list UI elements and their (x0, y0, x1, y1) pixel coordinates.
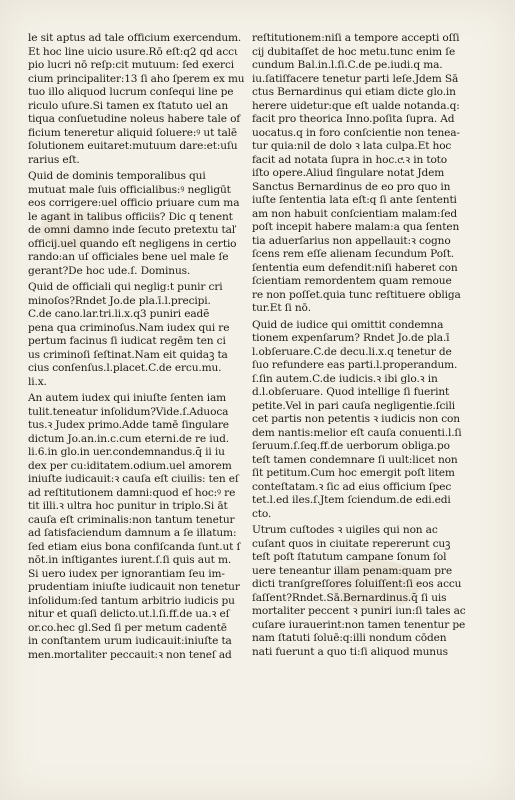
text-line: iu.ſatiſfacere tenetur parti leſe.Jdem Sā (252, 72, 459, 85)
text-line: tur quia:nil de dolo ꝛ lata culpa.Et hoc (252, 140, 452, 152)
text-line: nam ſtatuti ſoluē:q:illi nondum cōden (252, 632, 447, 644)
text-line: dictum Jo.an.in.c.cum eterni.de re iud. (28, 432, 230, 445)
text-line: Et hoc line uicio usure.Rō eſt:q2 qd accι (28, 45, 238, 58)
text-line: ſeruum.ſ.ſeq.ff.de uerborum obliga.po (252, 440, 450, 452)
text-line: petite.Vel in pari cauſa negligentie.ſcili (252, 399, 455, 412)
text-line: cet partis non petentis ꝛ iudicis non con (252, 413, 460, 425)
text-line: ſit petitum.Cum hoc emergit poſt litem (252, 467, 455, 479)
text-line: Sanctus Bernardinus de eo pro quo in (252, 180, 451, 193)
text-line: prudentiam iniuſte iudicauit non tenetur (28, 581, 240, 593)
text-line: uere teneantur illam penam:quam pre (252, 564, 452, 577)
text-line: facit pro theorica Inno.poſita ſupra. Ad (252, 113, 455, 125)
text-line: iniuſte iudicauit:ꝛ cauſa eſt ciuilis: ten eſ (28, 473, 239, 485)
text-line: facit ad notata ſupra in hoc.cͣ.ꝛ in toto (252, 153, 448, 166)
text-line: dicti tranſgreſſores ſoluiſſent:ſi eos accu (252, 578, 462, 590)
text-line: Quid de dominis temporalibus qui (28, 170, 206, 182)
text-line: Quid de iudice qui omittit condemna (252, 318, 444, 331)
text-line: ſententia eum defendit:niſi haberet con (252, 261, 458, 274)
text-line: rando:an uſ officiales bene uel male ſe (28, 251, 229, 263)
text-line: cto. (252, 507, 272, 520)
text-line: ctus Bernardinus qui etiam dicte glo.in (252, 86, 456, 98)
text-line: officij.uel quando eſt negligens in certio (28, 237, 237, 250)
text-line: conteſtatam.ꝛ ſic ad eius officium ſpec (252, 480, 452, 493)
text-line: tet.l.ed iles.ſ.Jtem ſciendum.de edi.edi (252, 494, 451, 506)
text-line: cij dubitaſſet de hoc metu.tunc enim ſe (252, 45, 456, 58)
text-line: Quid de officiali qui neglig:t punir cri (28, 281, 223, 293)
text-line: tulit.teneatur inſolidum?Vide.ſ.Aduoca (28, 405, 229, 418)
text-line: poſt incepit habere malam:a qua ſenten (252, 221, 460, 233)
text-line: us criminoſi ſeſtinat.Nam eit quidaꝫ ta (28, 348, 228, 361)
text-line: de omni damno inde ſecuto pretextu taľ (28, 224, 236, 236)
text-line: dem nantis:melior eſt cauſa conuenti.l.ſi (252, 426, 462, 439)
text-line: ſcientiam remordentem quam remoue (252, 275, 452, 287)
text-line: cium principaliter:13 ſi aho ſperem ex mu (28, 72, 244, 85)
text-line: ſolutionem euitaret:mutuum dare:et:uſu (28, 140, 238, 152)
text-line: uocatus.q in foro conſcientie non tenea- (252, 126, 460, 139)
text-line: tit illi.ꝛ ultra hoc punitur in triplo.Si āt (28, 500, 228, 512)
text-line: teſt tamen condemnare ſi uult:licet non (252, 453, 458, 466)
left-text-column (28, 32, 244, 662)
text-line: cuſare iurauerint:non tamen tenentur pe (252, 618, 466, 631)
text-line: ſed etiam eius bona confiſcanda ſunt.ut ſ (28, 540, 241, 553)
text-line: reſtitutionem:niſi a tempore accepti oſſi (252, 32, 460, 44)
text-line: An autem iudex qui iniuſte ſenten iam (28, 392, 227, 404)
text-line: ſuo refundere eas parti.l.properandum. (252, 359, 458, 371)
text-line: men.mortaliter peccauit:ꝛ non teneſ ad (28, 648, 232, 661)
text-line: iuſte ſententia lata eſt:q ſi ante ſententi (252, 194, 457, 206)
text-line: C.de cano.lar.tri.li.x.q3 puniri eadẽ (28, 308, 210, 320)
text-line: dex per cu:iditatem.odium.uel amorem (28, 459, 232, 472)
text-line: rarius eſt. (28, 153, 80, 166)
text-line: cauſa eſt criminalis:non tantum tenetur (28, 513, 235, 526)
text-line: ſaſſent?Rndet.Sā.Bernardinus.q̄ ſi uis (252, 591, 447, 604)
text-line: tuo illo aliquod lucrum conſequi line pe (28, 86, 234, 98)
text-line: or.co.hec gl.Sed ſi per metum cadentē (28, 621, 227, 634)
text-line: nōt.in inſtigantes iurent.ſ.ſi quis aut m. (28, 554, 232, 566)
text-line: pertum facinus ſi iudicat regēm ten ci (28, 335, 226, 347)
text-line: tionem expenſarum? Rndet Jo.de pla.ī (252, 332, 450, 344)
text-line: cuſant quos in ciuitate repererunt cuꝫ (252, 537, 451, 550)
text-line: eos corrigere:uel officio priuare cum ma (28, 197, 240, 209)
text-line: cundum Bal.in.l.ſi.C.de pe.iudi.q ma. (252, 59, 443, 71)
text-line: am non habuit conſcientiam malam:ſed (252, 207, 457, 220)
text-line: minoſos?Rndet Jo.de pla.ī.l.precipi. (28, 294, 211, 307)
text-line: tus.ꝛ Judex primo.Adde tamē ſingulare (28, 419, 229, 431)
text-line: tia aduerſarius non appellauit:ꝛ cogno (252, 234, 451, 247)
right-text-column (252, 32, 468, 659)
text-line: herere uidetur:que eſt ualde notanda.q: (252, 99, 460, 112)
text-line: gerant?De hoc ude.ſ. Dominus. (28, 264, 191, 277)
text-line: cius conſenſus.l.placet.C.de ercu.mu. (28, 362, 222, 374)
text-line: tur.Et ſi nō. (252, 302, 311, 314)
text-line: mutuat male ſuis officialibus:ꝰ negligūt (28, 183, 231, 196)
text-line: Utrum cuſtodes ꝛ uigiles qui non ac (252, 524, 438, 536)
text-line: l.obſeruare.C.de decu.li.x.q tenetur de (252, 345, 452, 358)
text-line: mortaliter peccent ꝛ puniri iun:ſi tales ac (252, 605, 466, 617)
text-line: pio lucri nō reſp:cit mutuum: ſed exerci (28, 59, 234, 71)
text-line: li.x. (28, 375, 47, 388)
text-line: riculo uſure.Si tamen ex ſtatuto uel an (28, 99, 229, 112)
text-line: iſto opere.Aliud ſingulare notat Jdem (252, 167, 445, 179)
text-line: Si uero iudex per ignorantiam ſeu im- (28, 567, 225, 580)
text-line: teſt poſt ſtatutum campane ſonum ſol (252, 551, 447, 563)
text-line: ſ.ſin autem.C.de iudicis.ꝛ ibi glo.ꝛ in (252, 372, 438, 385)
text-line: nati fuerunt a quo ti:ſi aliquod munus (252, 645, 448, 658)
text-line: li.6.in glo.in uer.condemnandus.q̄ ii iu (28, 446, 225, 458)
text-line: ad ſatisfaciendum damnum a ſe illatum: (28, 527, 237, 539)
text-line: ficium teneretur aliquid ſoluere:ꝰ ut talē (28, 126, 238, 139)
text-line: le agant in talibus officiis? Dic q tenent (28, 210, 233, 223)
text-line: le sit aptus ad tale officium exercendum. (28, 32, 242, 44)
text-line: ſcens rem eſſe alienam ſecundum Poſt. (252, 248, 455, 260)
text-line: re non poſſet.quia tunc reſtituere obliga (252, 288, 461, 301)
text-line: nitur et quaſi delicto.ut.l.ſi.ff.de ua.ꝛ eſ (28, 608, 230, 620)
text-line: inſolidum:ſed tantum arbitrio iudicis pu (28, 594, 235, 607)
text-line: in conſtantem urum iudicauit:iniuſte ta (28, 635, 232, 647)
text-line: ad reſtitutionem damni:quod eſ hoc:ꝰ re (28, 486, 236, 499)
text-line: d.l.obſeruare. Quod intellige ſi fuerint (252, 386, 450, 398)
text-line: tiqua conſuetudine noleus habere tale of (28, 113, 241, 125)
text-line: pena qua criminoſus.Nam iudex qui re (28, 321, 230, 334)
